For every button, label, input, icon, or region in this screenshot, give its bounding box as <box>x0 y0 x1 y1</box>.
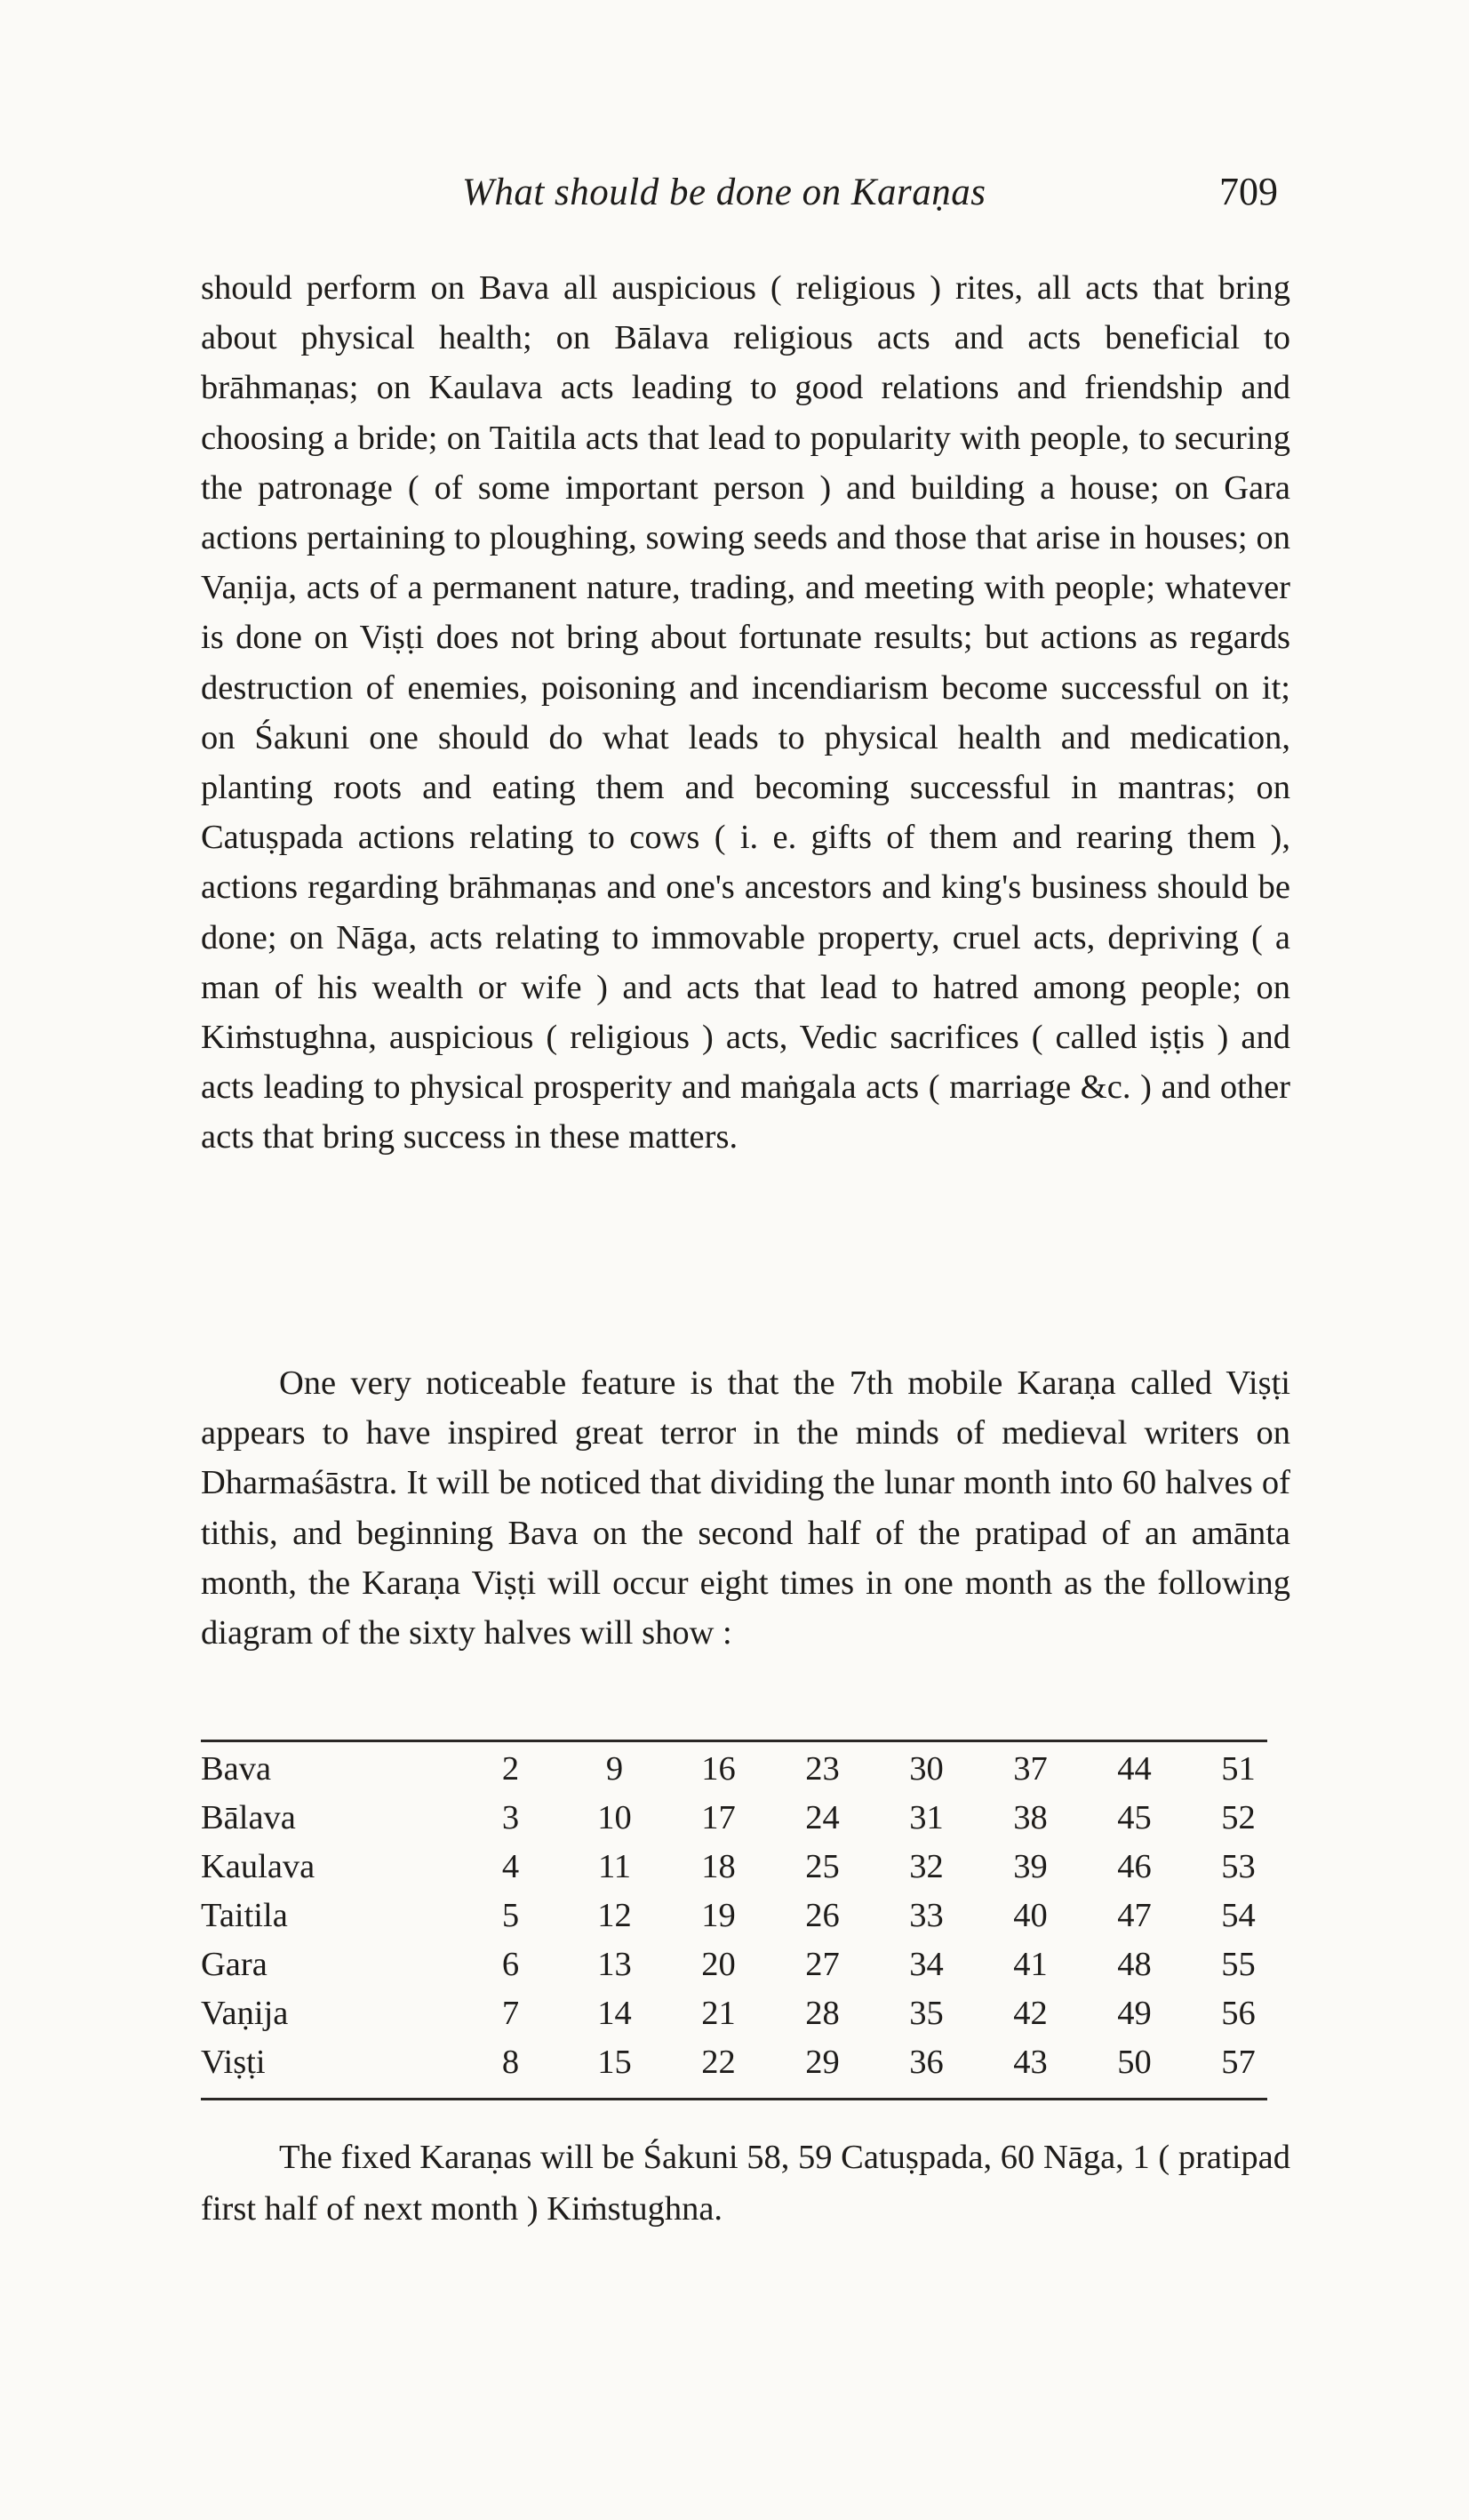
paragraph-visti-note: One very noticeable feature is that the 7th mobile Karaṇa called Viṣṭi appears to have inspired great terror in the minds of medieval writers on Dharmaśāstra. It will be noticed that dividing the lunar month into 60 halves of tithis, and beginning Bava on the second half of the pratipad of an amānta month, the Karaṇa Viṣṭi will occur eight times in one month as the following diagram of the sixty halves will show : <box>201 1364 1290 1652</box>
table-row <box>201 1891 1290 1940</box>
karana-table <box>201 1744 1290 2086</box>
karana-name: Taitila <box>201 1896 288 1934</box>
half-tithi-number: 16 <box>701 1749 736 1788</box>
half-tithi-number: 56 <box>1221 1994 1256 2032</box>
half-tithi-number: 28 <box>805 1994 840 2032</box>
half-tithi-number: 7 <box>501 1994 520 2032</box>
table-row <box>201 1842 1290 1891</box>
half-tithi-number: 47 <box>1117 1896 1152 1934</box>
half-tithi-number: 15 <box>597 2043 632 2081</box>
half-tithi-number: 8 <box>501 2043 520 2081</box>
running-title: What should be done on Karaṇas <box>462 172 986 213</box>
half-tithi-number: 37 <box>1013 1749 1048 1788</box>
half-tithi-number: 53 <box>1221 1847 1256 1885</box>
half-tithi-number: 44 <box>1117 1749 1152 1788</box>
page-header <box>0 171 1469 224</box>
table-row <box>201 1793 1290 1842</box>
half-tithi-number: 54 <box>1221 1896 1256 1934</box>
half-tithi-number: 40 <box>1013 1896 1048 1934</box>
half-tithi-number: 2 <box>501 1749 520 1788</box>
half-tithi-number: 4 <box>501 1847 520 1885</box>
half-tithi-number: 50 <box>1117 2043 1152 2081</box>
half-tithi-number: 17 <box>701 1798 736 1836</box>
karana-name: Bava <box>201 1749 272 1788</box>
karana-table-body <box>201 1744 1290 2086</box>
half-tithi-number: 32 <box>909 1847 944 1885</box>
table-top-rule <box>201 1740 1267 1742</box>
half-tithi-number: 36 <box>909 2043 944 2081</box>
karana-name: Gara <box>201 1945 267 1983</box>
half-tithi-number: 18 <box>701 1847 736 1885</box>
paragraph-karana-acts: should perform on Bava all auspicious ( religious ) rites, all acts that bring about physical health; on Bālava religious acts and acts beneficial to brāhmaṇas; on Kaulava acts leading to good relations and friendship and choosing a bride; on Taitila acts that lead to popularity with people, to securing the patronage ( of some important person ) and building a house; on Gara actions pertaining to ploughing, sowing seeds and those that arise in houses; on Vaṇija, acts of a permanent nature, trading, and meeting with people; whatever is done on Viṣṭi does not bring about fortunate results; but actions as regards destruction of enemies, poisoning and incendiarism become successful on it; on Śakuni one should do what leads to physical health and medication, planting roots and eating them and becoming successful in mantras; on Catuṣpada actions relating to cows ( i. e. gifts of them and rearing them ), actions regarding brāhmaṇas and one's ancestors and king's business should be done; on Nāga, acts relating to immovable property, cruel acts, depriving ( a man of his wealth or wife ) and acts that lead to hatred among people; on Kiṁstughna, auspicious ( religious ) acts, Vedic sacrifices ( called iṣṭis ) and acts leading to physical prosperity and maṅgala acts ( marriage &c. ) and other acts that bring success in these matters. <box>201 269 1290 1156</box>
closing-paragraph: The fixed Karaṇas will be Śakuni 58, 59 Catuṣpada, 60 Nāga, 1 ( pratipad first half of next month ) Kiṁstughna. <box>201 2139 1290 2228</box>
half-tithi-number: 30 <box>909 1749 944 1788</box>
karana-name: Vaṇija <box>201 1994 289 2032</box>
half-tithi-number: 43 <box>1013 2043 1048 2081</box>
half-tithi-number: 45 <box>1117 1798 1152 1836</box>
half-tithi-number: 24 <box>805 1798 840 1836</box>
half-tithi-number: 14 <box>597 1994 632 2032</box>
half-tithi-number: 25 <box>805 1847 840 1885</box>
half-tithi-number: 33 <box>909 1896 944 1934</box>
half-tithi-number: 57 <box>1221 2043 1256 2081</box>
karana-name: Bālava <box>201 1798 296 1836</box>
half-tithi-number: 29 <box>805 2043 840 2081</box>
half-tithi-number: 3 <box>501 1798 520 1836</box>
half-tithi-number: 35 <box>909 1994 944 2032</box>
half-tithi-number: 34 <box>909 1945 944 1983</box>
half-tithi-number: 55 <box>1221 1945 1256 1983</box>
half-tithi-number: 38 <box>1013 1798 1048 1836</box>
half-tithi-number: 51 <box>1221 1749 1256 1788</box>
half-tithi-number: 23 <box>805 1749 840 1788</box>
half-tithi-number: 31 <box>909 1798 944 1836</box>
table-row <box>201 1988 1290 2037</box>
half-tithi-number: 9 <box>605 1749 624 1788</box>
half-tithi-number: 52 <box>1221 1798 1256 1836</box>
table-row <box>201 1940 1290 1988</box>
karana-name: Viṣṭi <box>201 2043 266 2081</box>
half-tithi-number: 19 <box>701 1896 736 1934</box>
half-tithi-number: 26 <box>805 1896 840 1934</box>
half-tithi-number: 10 <box>597 1798 632 1836</box>
half-tithi-number: 12 <box>597 1896 632 1934</box>
half-tithi-number: 41 <box>1013 1945 1048 1983</box>
half-tithi-number: 27 <box>805 1945 840 1983</box>
half-tithi-number: 5 <box>501 1896 520 1934</box>
half-tithi-number: 39 <box>1013 1847 1048 1885</box>
page-number: 709 <box>1219 170 1278 213</box>
half-tithi-number: 6 <box>501 1945 520 1983</box>
karana-name: Kaulava <box>201 1847 315 1885</box>
half-tithi-number: 13 <box>597 1945 632 1983</box>
table-row <box>201 2037 1290 2086</box>
half-tithi-number: 22 <box>701 2043 736 2081</box>
half-tithi-number: 21 <box>701 1994 736 2032</box>
half-tithi-number: 11 <box>597 1847 632 1885</box>
half-tithi-number: 46 <box>1117 1847 1152 1885</box>
table-bottom-rule <box>201 2098 1267 2100</box>
half-tithi-number: 48 <box>1117 1945 1152 1983</box>
half-tithi-number: 49 <box>1117 1994 1152 2032</box>
table-row <box>201 1744 1290 1793</box>
half-tithi-number: 20 <box>701 1945 736 1983</box>
half-tithi-number: 42 <box>1013 1994 1048 2032</box>
